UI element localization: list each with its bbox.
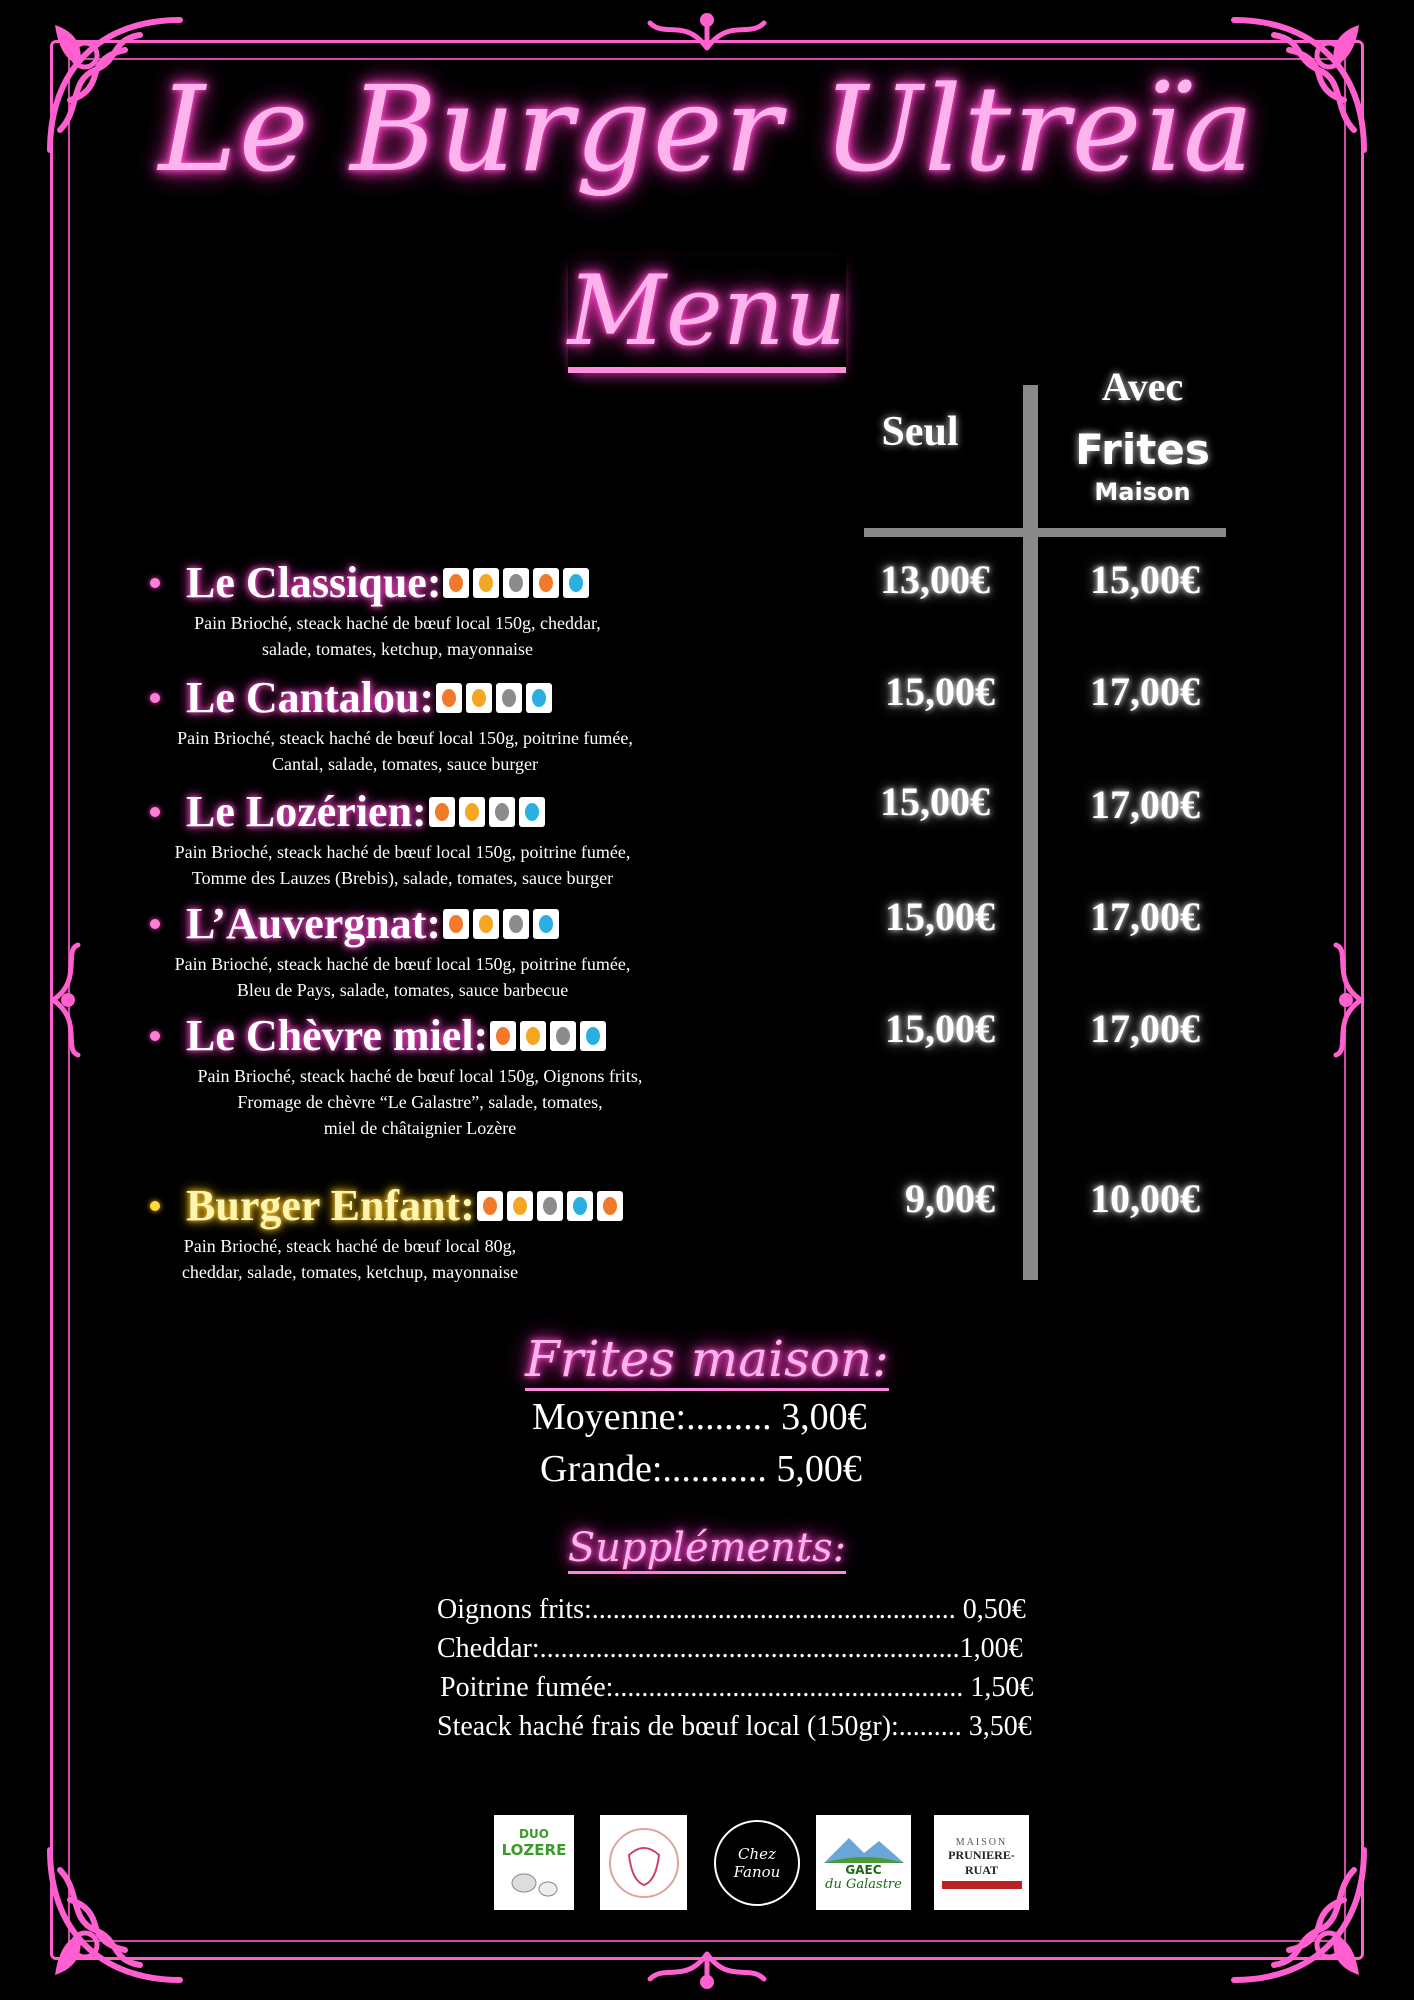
ornament-left-icon xyxy=(48,940,88,1060)
allergen-gluten-icon xyxy=(443,909,469,939)
allergen-milk-icon xyxy=(519,797,545,827)
restaurant-title: Le Burger Ultreïa xyxy=(158,60,1256,198)
logo-maison-pruniere-ruat: MAISON PRUNIERE-RUAT xyxy=(934,1815,1029,1910)
allergen-egg-icon xyxy=(507,1191,533,1221)
supplement-line: Steack haché frais de bœuf local (150gr):......... 3,50€ xyxy=(437,1711,1032,1742)
logo-banner xyxy=(942,1881,1022,1889)
allergen-icons xyxy=(436,683,552,713)
allergen-icons xyxy=(477,1191,623,1221)
price-with-fries: 15,00€ xyxy=(1090,557,1200,602)
fries-large: Grande:........... 5,00€ xyxy=(540,1448,862,1490)
menu-item-chevre-miel xyxy=(150,1010,750,1141)
item-description: Cantal, salade, tomates, sauce burger xyxy=(271,754,539,774)
price-with-fries: 17,00€ xyxy=(1090,894,1200,939)
ornament-right-icon xyxy=(1326,940,1366,1060)
logo-chez-fanou: Chez Fanou xyxy=(714,1820,800,1906)
item-name: Le Cantalou: xyxy=(186,673,435,722)
item-description: Tomme des Lauzes (Brebis), salade, tomates, sauce burger xyxy=(191,868,614,888)
price-alone: 13,00€ xyxy=(880,557,990,602)
item-name: Burger Enfant: xyxy=(186,1181,475,1230)
allergen-egg-icon xyxy=(473,568,499,598)
fries-title: Frites maison: xyxy=(0,1330,1414,1388)
item-description: Pain Brioché, steack haché de bœuf local 150g, poitrine fumée, xyxy=(174,954,631,974)
allergen-sesame-icon xyxy=(496,683,522,713)
item-description: salade, tomates, ketchup, mayonnaise xyxy=(262,639,533,659)
allergen-egg-icon xyxy=(466,683,492,713)
allergen-sesame-icon xyxy=(550,1021,576,1051)
logo-duo-lozere: DUO LOZERE xyxy=(494,1815,574,1910)
allergen-milk-icon xyxy=(533,909,559,939)
bullet-icon xyxy=(150,807,160,817)
logo-gaec-du-galastre: GAEC du Galastre xyxy=(816,1815,911,1910)
allergen-icons xyxy=(429,797,545,827)
allergen-mustard-icon xyxy=(597,1191,623,1221)
allergen-sesame-icon xyxy=(503,568,529,598)
allergen-milk-icon xyxy=(580,1021,606,1051)
allergen-sesame-icon xyxy=(489,797,515,827)
item-name: Le Lozérien: xyxy=(186,787,427,836)
item-name: L’Auvergnat: xyxy=(186,899,442,948)
allergen-egg-icon xyxy=(459,797,485,827)
allergen-icons xyxy=(443,909,559,939)
cow-icon xyxy=(607,1821,681,1905)
allergen-gluten-icon xyxy=(429,797,455,827)
bullet-icon xyxy=(150,693,160,703)
item-description: miel de châtaignier Lozère xyxy=(323,1118,517,1138)
price-with-fries: 17,00€ xyxy=(1090,1006,1200,1051)
allergen-gluten-icon xyxy=(436,683,462,713)
allergen-sesame-icon xyxy=(537,1191,563,1221)
ornament-top-icon xyxy=(645,8,769,52)
item-description: Pain Brioché, steack haché de bœuf local 150g, poitrine fumée, xyxy=(177,728,633,748)
price-alone: 15,00€ xyxy=(885,894,995,939)
item-description: cheddar, salade, tomates, ketchup, mayonnaise xyxy=(181,1262,519,1282)
item-description: Pain Brioché, steack haché de bœuf local 150g, poitrine fumée, xyxy=(174,842,631,862)
price-with-fries: 10,00€ xyxy=(1090,1176,1200,1221)
item-name: Le Chèvre miel: xyxy=(186,1011,489,1060)
item-description: Fromage de chèvre “Le Galastre”, salade, tomates, xyxy=(237,1092,603,1112)
column-header-with-line2: Frites xyxy=(1075,425,1210,474)
item-name: Le Classique: xyxy=(186,558,442,607)
menu-subtitle: Menu xyxy=(0,255,1414,367)
mountain-icon xyxy=(824,1833,904,1863)
menu-item-burger-enfant xyxy=(150,1180,750,1285)
menu-item-classique xyxy=(150,557,750,662)
supplements-title: Suppléments: xyxy=(0,1525,1414,1571)
allergen-gluten-icon xyxy=(443,568,469,598)
column-header-with-line1: Avec xyxy=(1101,364,1184,409)
allergen-sesame-icon xyxy=(503,909,529,939)
column-divider-horizontal xyxy=(864,528,1226,537)
column-divider-vertical xyxy=(1023,385,1038,1280)
bullet-icon xyxy=(150,1031,160,1041)
allergen-gluten-icon xyxy=(477,1191,503,1221)
allergen-mustard-icon xyxy=(533,568,559,598)
allergen-egg-icon xyxy=(473,909,499,939)
item-description: Pain Brioché, steack haché de bœuf local 80g, xyxy=(183,1236,517,1256)
price-with-fries: 17,00€ xyxy=(1090,782,1200,827)
allergen-milk-icon xyxy=(526,683,552,713)
column-header-alone: Seul xyxy=(881,409,959,455)
allergen-milk-icon xyxy=(563,568,589,598)
allergen-gluten-icon xyxy=(490,1021,516,1051)
allergen-icons xyxy=(490,1021,606,1051)
bullet-icon xyxy=(150,1201,160,1211)
allergen-icons xyxy=(443,568,589,598)
menu-item-lozerien xyxy=(150,786,750,891)
bullet-icon xyxy=(150,919,160,929)
supplement-line: Poitrine fumée:.................................................. 1,50€ xyxy=(440,1672,1034,1703)
price-alone: 15,00€ xyxy=(880,779,990,824)
item-description: Pain Brioché, steack haché de bœuf local 150g, cheddar, xyxy=(194,613,601,633)
column-header-with-line3: Maison xyxy=(1094,478,1191,506)
menu-item-cantalou xyxy=(150,672,750,777)
supplement-line: Oignons frits:.................................................... 0,50€ xyxy=(437,1594,1026,1625)
price-alone: 15,00€ xyxy=(885,1006,995,1051)
bullet-icon xyxy=(150,578,160,588)
allergen-egg-icon xyxy=(520,1021,546,1051)
item-description: Bleu de Pays, salade, tomates, sauce barbecue xyxy=(236,980,569,1000)
item-description: Pain Brioché, steack haché de bœuf local 150g, Oignons frits, xyxy=(197,1066,643,1086)
supplement-line: Cheddar:............................................................1,00€ xyxy=(437,1633,1023,1664)
ornament-corner-icon xyxy=(40,1840,190,1990)
price-alone: 15,00€ xyxy=(885,669,995,714)
price-with-fries: 17,00€ xyxy=(1090,669,1200,714)
allergen-milk-icon xyxy=(567,1191,593,1221)
ornament-bottom-icon xyxy=(645,1950,769,1994)
sheep-icon xyxy=(504,1859,564,1899)
ornament-corner-icon xyxy=(1224,1840,1374,1990)
fries-medium: Moyenne:......... 3,00€ xyxy=(532,1396,867,1438)
price-alone: 9,00€ xyxy=(905,1176,995,1221)
menu-item-auvergnat xyxy=(150,898,750,1003)
logo-cow xyxy=(600,1815,687,1910)
